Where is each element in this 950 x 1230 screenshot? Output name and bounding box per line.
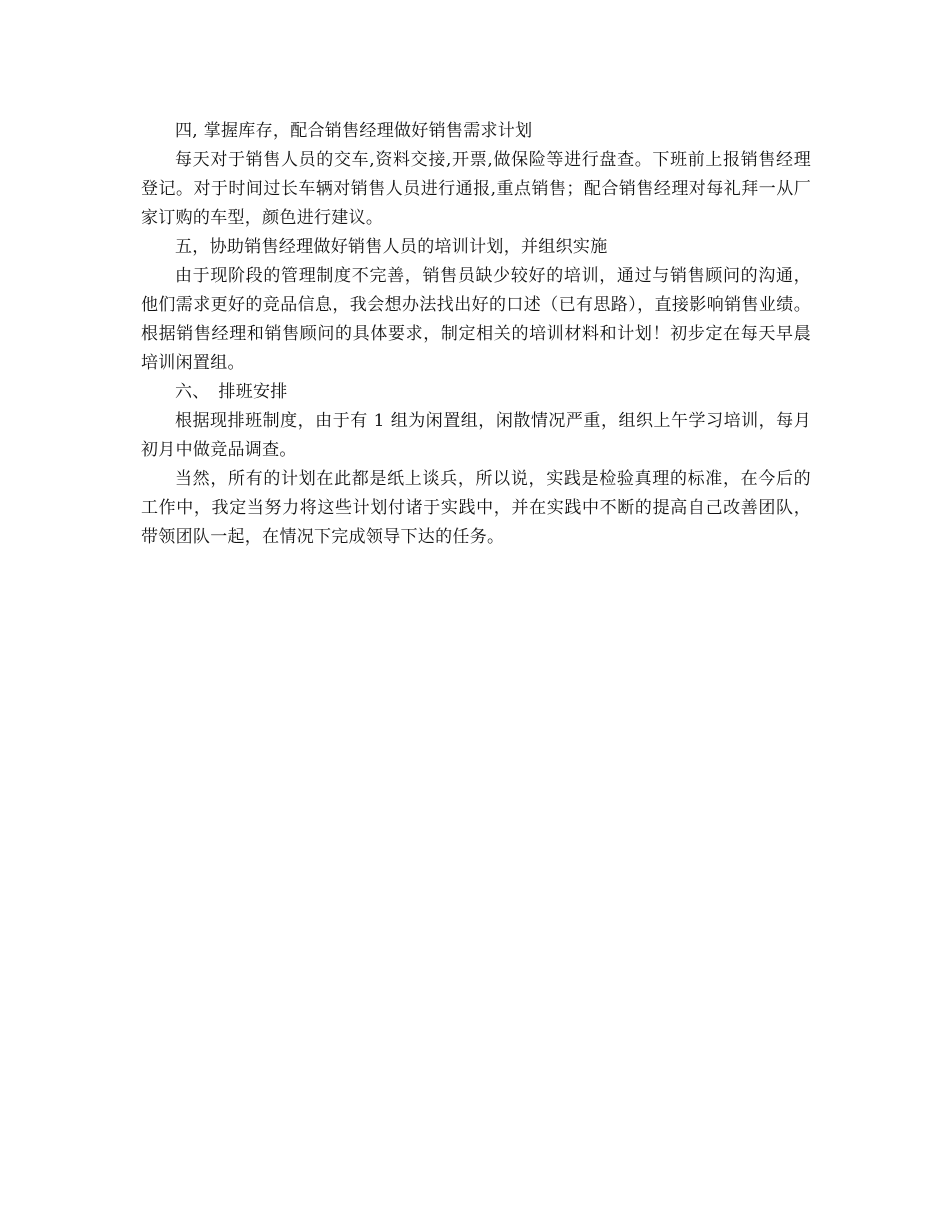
paragraph-training: 由于现阶段的管理制度不完善，销售员缺少较好的培训，通过与销售顾问的沟通，他们需求更好的竞品信息，我会想办法找出好的口述（已有思路），直接影响销售业绩。根据销售经理和销售顾问的具体要求，制定相关的培训材料和计划！初步定在每天早晨培训闲置组。: [141, 266, 811, 373]
section-heading-training: 五，协助销售经理做好销售人员的培训计划，并组织实施: [175, 237, 608, 257]
paragraph-scheduling: 根据现排班制度，由于有 1 组为闲置组，闲散情况严重，组织上午学习培训，每月初月中做竞品调查。: [141, 411, 811, 460]
document-body: [141, 117, 811, 552]
section-heading-inventory: 四, 掌握库存，配合销售经理做好销售需求计划: [175, 121, 533, 141]
section-heading-scheduling: 六、 排班安排: [175, 382, 288, 402]
paragraph-inventory: 每天对于销售人员的交车,资料交接,开票,做保险等进行盘查。下班前上报销售经理登记。对于时间过长车辆对销售人员进行通报,重点销售；配合销售经理对每礼拜一从厂家订购的车型，颜色进行建议。: [141, 150, 811, 228]
paragraph-conclusion: 当然，所有的计划在此都是纸上谈兵，所以说，实践是检验真理的标准，在今后的工作中，我定当努力将这些计划付诸于实践中，并在实践中不断的提高自己改善团队，带领团队一起，在情况下完成领导下达的任务。: [141, 469, 811, 547]
